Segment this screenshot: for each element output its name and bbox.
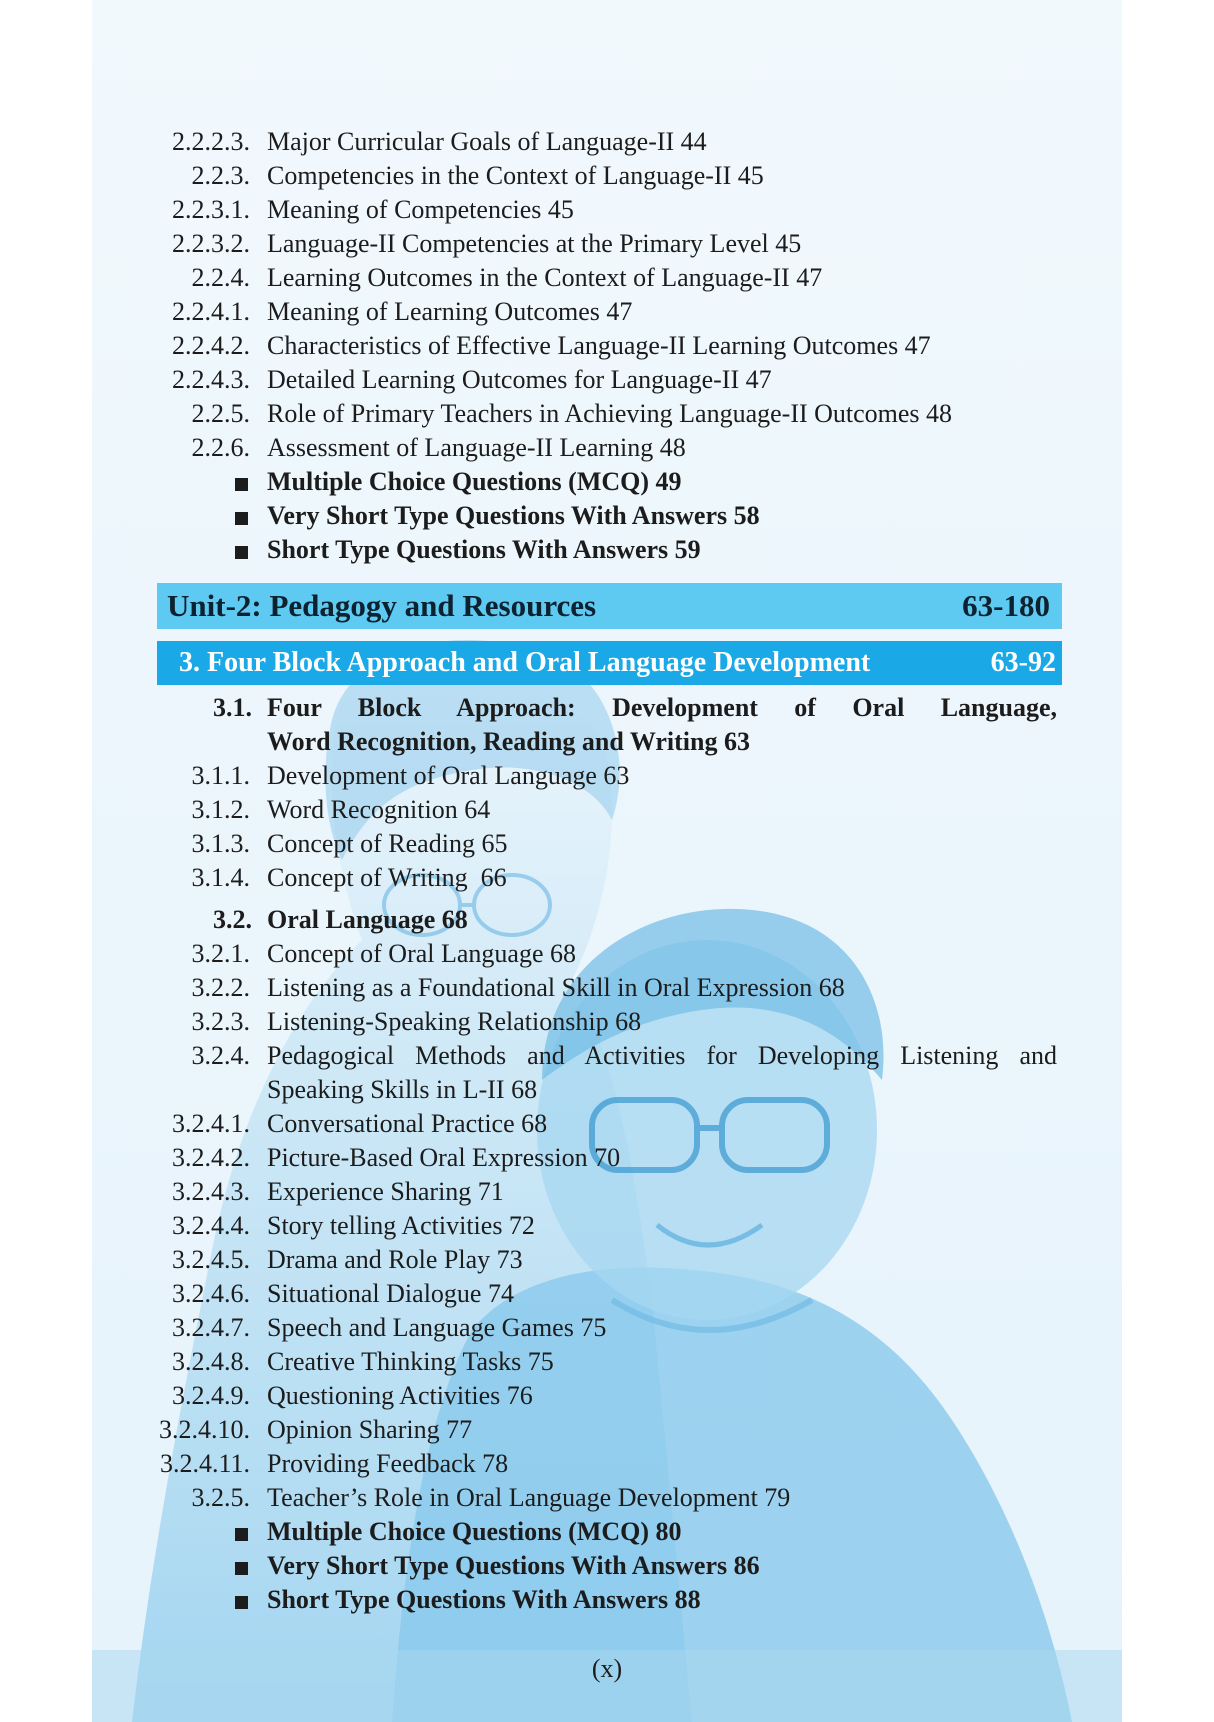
unit-page-range: 63-180 bbox=[962, 588, 1050, 623]
toc-entry bbox=[92, 1107, 1062, 1141]
toc-entry-number: 3.2.4.6. bbox=[172, 1279, 250, 1308]
toc-entry bbox=[92, 431, 1062, 465]
toc-entry bbox=[92, 1345, 1062, 1379]
square-bullet-icon bbox=[235, 1562, 248, 1575]
toc-entry-title: Language-II Competencies at the Primary Level 45 bbox=[267, 229, 802, 258]
toc-entry-title: Providing Feedback 78 bbox=[267, 1449, 509, 1478]
toc-entry-title: Conversational Practice 68 bbox=[267, 1109, 548, 1138]
toc-entry-title: Speech and Language Games 75 bbox=[267, 1313, 607, 1342]
toc-entry-number: 2.2.4.2. bbox=[172, 331, 250, 360]
toc-bullet-entry bbox=[92, 1549, 1062, 1583]
toc-entry bbox=[92, 295, 1062, 329]
toc-entry-number: 3.2.4.2. bbox=[172, 1143, 250, 1172]
toc-entry-number: 3.2.4.11. bbox=[159, 1449, 250, 1478]
toc-entry-title: Development of Oral Language 63 bbox=[267, 761, 630, 790]
toc-bullet-title: Short Type Questions With Answers 88 bbox=[267, 1585, 701, 1614]
toc-entry-title: Characteristics of Effective Language-II Learning Outcomes 47 bbox=[267, 331, 931, 360]
toc-entry-number: 2.2.5. bbox=[191, 399, 250, 428]
toc-bullet-entry bbox=[92, 1515, 1062, 1549]
toc-entry-number: 3.1.4. bbox=[191, 863, 250, 892]
toc-entry bbox=[92, 1277, 1062, 1311]
toc-entry-number: 3.1.2. bbox=[191, 795, 250, 824]
toc-entry bbox=[92, 793, 1062, 827]
toc-entry bbox=[92, 1141, 1062, 1175]
toc-entry-number: 3.2.4. bbox=[191, 1041, 250, 1070]
toc-entry bbox=[92, 1481, 1062, 1515]
toc-entry-title: Questioning Activities 76 bbox=[267, 1381, 533, 1410]
toc-entry bbox=[92, 1243, 1062, 1277]
toc-entry bbox=[92, 1039, 1062, 1073]
toc-bullet-title: Very Short Type Questions With Answers 86 bbox=[267, 1551, 760, 1580]
toc-entry bbox=[92, 1175, 1062, 1209]
toc-entry-number: 3.2.4.8. bbox=[172, 1347, 250, 1376]
toc-entry-number: 3.2.4.9. bbox=[172, 1381, 250, 1410]
toc-entry-title: Teacher’s Role in Oral Language Development 79 bbox=[267, 1483, 791, 1512]
toc-bullet-entry bbox=[92, 499, 1062, 533]
toc-entry-number: 3.2.4.10. bbox=[159, 1415, 250, 1444]
toc-entry bbox=[92, 937, 1062, 971]
toc-entry bbox=[92, 861, 1062, 895]
toc-page bbox=[92, 0, 1122, 1722]
toc-entry-number: 3.1.3. bbox=[191, 829, 250, 858]
toc-entry bbox=[92, 1311, 1062, 1345]
toc-entry-title: Concept of Reading 65 bbox=[267, 829, 508, 858]
toc-entry bbox=[92, 261, 1062, 295]
page-number: (x) bbox=[591, 1654, 623, 1683]
toc-entry-title: Assessment of Language-II Learning 48 bbox=[267, 433, 686, 462]
toc-entry bbox=[92, 193, 1062, 227]
toc-entry-title: Drama and Role Play 73 bbox=[267, 1245, 523, 1274]
toc-entry bbox=[92, 1379, 1062, 1413]
toc-entry-number: 2.2.6. bbox=[191, 433, 250, 462]
toc-entry-title-line2: Speaking Skills in L-II 68 bbox=[267, 1075, 538, 1104]
toc-entry-title: Meaning of Learning Outcomes 47 bbox=[267, 297, 633, 326]
table-of-contents bbox=[92, 0, 1122, 1722]
toc-entry-title: Concept of Writing 66 bbox=[267, 863, 507, 892]
toc-entry-number: 2.2.4.1. bbox=[172, 297, 250, 326]
toc-entry bbox=[92, 971, 1062, 1005]
toc-bullet-entry bbox=[92, 465, 1062, 499]
toc-entry bbox=[92, 363, 1062, 397]
toc-entry-number: 3.2.4.1. bbox=[172, 1109, 250, 1138]
toc-section-number: 3.2. bbox=[213, 905, 252, 934]
toc-entry-number: 3.2.4.5. bbox=[172, 1245, 250, 1274]
toc-entry-title: Detailed Learning Outcomes for Language-II 47 bbox=[267, 365, 772, 394]
toc-entry-number: 3.2.2. bbox=[191, 973, 250, 1002]
toc-entry-continued bbox=[92, 1073, 1062, 1107]
toc-entry-title: Experience Sharing 71 bbox=[267, 1177, 504, 1206]
toc-entry-title: Listening-Speaking Relationship 68 bbox=[267, 1007, 642, 1036]
toc-entry-number: 2.2.3.2. bbox=[172, 229, 250, 258]
toc-entry bbox=[92, 1413, 1062, 1447]
unit-heading bbox=[157, 583, 1062, 629]
toc-section-title: Oral Language 68 bbox=[267, 905, 468, 934]
toc-section-heading bbox=[92, 903, 1062, 937]
toc-entry-title: Story telling Activities 72 bbox=[267, 1211, 535, 1240]
square-bullet-icon bbox=[235, 478, 248, 491]
toc-entry-title: Picture-Based Oral Expression 70 bbox=[267, 1143, 621, 1172]
toc-section-heading-continued bbox=[92, 725, 1062, 759]
toc-section-title-line2: Word Recognition, Reading and Writing 63 bbox=[267, 727, 750, 756]
square-bullet-icon bbox=[235, 512, 248, 525]
toc-bullet-title: Multiple Choice Questions (MCQ) 49 bbox=[267, 467, 682, 496]
toc-entry-title: Competencies in the Context of Language-II 45 bbox=[267, 161, 764, 190]
toc-section-title-line1: Four Block Approach: Development of Oral Language, bbox=[267, 693, 1057, 722]
square-bullet-icon bbox=[235, 1528, 248, 1541]
toc-entry bbox=[92, 1005, 1062, 1039]
toc-bullet-entry bbox=[92, 533, 1062, 567]
toc-entry-number: 3.2.1. bbox=[191, 939, 250, 968]
toc-entry-number: 2.2.4. bbox=[191, 263, 250, 292]
toc-section-number: 3.1. bbox=[213, 693, 252, 722]
square-bullet-icon bbox=[235, 1596, 248, 1609]
chapter-title: 3. Four Block Approach and Oral Language Development bbox=[179, 647, 871, 678]
toc-entry-title: Role of Primary Teachers in Achieving Language-II Outcomes 48 bbox=[267, 399, 953, 428]
toc-entry-number: 3.2.4.3. bbox=[172, 1177, 250, 1206]
toc-entry-title: Listening as a Foundational Skill in Oral Expression 68 bbox=[267, 973, 845, 1002]
unit-title: Unit-2: Pedagogy and Resources bbox=[167, 588, 597, 623]
chapter-page-range: 63-92 bbox=[990, 647, 1056, 678]
toc-entry-title: Word Recognition 64 bbox=[267, 795, 491, 824]
toc-entry bbox=[92, 1447, 1062, 1481]
toc-entry-number: 3.2.3. bbox=[191, 1007, 250, 1036]
toc-entry bbox=[92, 827, 1062, 861]
toc-entry bbox=[92, 1209, 1062, 1243]
toc-entry-title: Creative Thinking Tasks 75 bbox=[267, 1347, 554, 1376]
toc-entry-number: 3.2.5. bbox=[191, 1483, 250, 1512]
chapter-heading bbox=[157, 641, 1062, 685]
toc-entry bbox=[92, 329, 1062, 363]
toc-entry-title-line1: Pedagogical Methods and Activities for Developing Listening and bbox=[267, 1041, 1057, 1070]
toc-bullet-title: Short Type Questions With Answers 59 bbox=[267, 535, 701, 564]
toc-entry-title: Concept of Oral Language 68 bbox=[267, 939, 577, 968]
toc-entry bbox=[92, 159, 1062, 193]
toc-bullet-title: Multiple Choice Questions (MCQ) 80 bbox=[267, 1517, 682, 1546]
toc-entry-title: Major Curricular Goals of Language-II 44 bbox=[267, 127, 707, 156]
toc-entry-number: 2.2.3.1. bbox=[172, 195, 250, 224]
toc-entry-number: 2.2.4.3. bbox=[172, 365, 250, 394]
toc-entry-number: 3.2.4.7. bbox=[172, 1313, 250, 1342]
toc-entry bbox=[92, 759, 1062, 793]
toc-entry-title: Opinion Sharing 77 bbox=[267, 1415, 473, 1444]
toc-entry bbox=[92, 227, 1062, 261]
toc-entry-number: 3.2.4.4. bbox=[172, 1211, 250, 1240]
toc-entry bbox=[92, 125, 1062, 159]
toc-entry-title: Situational Dialogue 74 bbox=[267, 1279, 514, 1308]
toc-entry-number: 3.1.1. bbox=[191, 761, 250, 790]
square-bullet-icon bbox=[235, 546, 248, 559]
toc-entry-title: Meaning of Competencies 45 bbox=[267, 195, 574, 224]
toc-entry-title: Learning Outcomes in the Context of Language-II 47 bbox=[267, 263, 823, 292]
toc-entry bbox=[92, 397, 1062, 431]
toc-bullet-entry bbox=[92, 1583, 1062, 1617]
toc-bullet-title: Very Short Type Questions With Answers 58 bbox=[267, 501, 760, 530]
toc-entry-number: 2.2.3. bbox=[191, 161, 250, 190]
toc-section-heading bbox=[92, 691, 1062, 725]
toc-entry-number: 2.2.2.3. bbox=[172, 127, 250, 156]
